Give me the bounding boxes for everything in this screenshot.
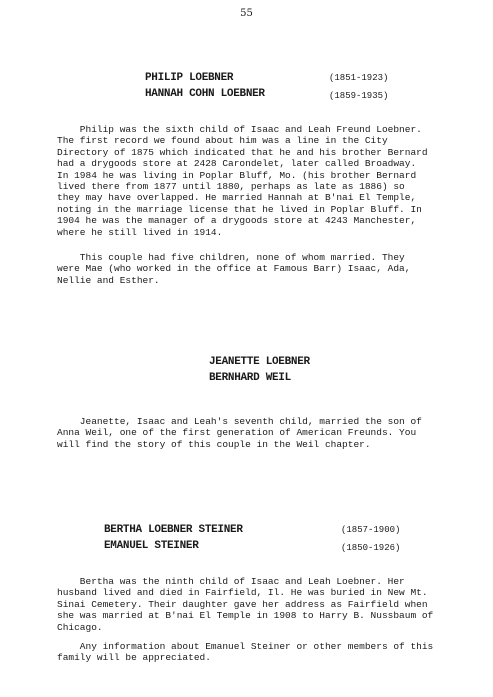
paragraph (57, 252, 410, 286)
text-line: lived there from 1877 until 1880, perhaps as late as 1886) so (57, 181, 405, 193)
text-line: Philip was the sixth child of Isaac and Leah Freund Loebner. (57, 124, 422, 135)
text-line: family will be appreciated. (57, 652, 211, 664)
section-heading-philip (145, 72, 445, 100)
page-number: 55 (240, 8, 253, 19)
text-line: Directory of 1875 which indicated that he and his brother Bernard (57, 146, 428, 158)
text-line: Jeanette, Isaac and Leah's seventh child, married the son of (57, 416, 422, 427)
text-line: will find the story of this couple in the Weil chapter. (57, 438, 371, 450)
text-line: Nellie and Esther. (57, 274, 160, 286)
paragraph (57, 576, 433, 633)
person-name: HANNAH COHN LOEBNER (145, 88, 265, 100)
person-name: BERNHARD WEIL (209, 372, 291, 384)
text-line: husband lived and died in Fairfield, Il. He was buried in New Mt. (57, 587, 428, 599)
text-line: were Mae (who worked in the office at Famous Barr) Isaac, Ada, (57, 263, 411, 275)
paragraph (57, 641, 433, 664)
text-line: Sinai Cemetery. Their daughter gave her address as Fairfield when (57, 598, 428, 610)
text-line: had a drygoods store at 2428 Carondelet, later called Broadway. (57, 158, 417, 170)
text-line: noting in the marriage license that he lived in Poplar Bluff. In (57, 203, 422, 215)
person-name: JEANETTE LOEBNER (209, 356, 310, 368)
person-dates: (1851-1923) (329, 73, 389, 83)
text-line: The first record we found about him was a line in the City (57, 135, 388, 147)
text-line: Anna Weil, one of the first generation of American Freunds. You (57, 427, 417, 439)
text-line: This couple had five children, none of whom married. They (57, 252, 405, 263)
text-line: Any information about Emanuel Steiner or other members of this (57, 641, 434, 652)
text-line: they may have overlapped. He married Hannah at B'nai El Temple, (57, 192, 417, 204)
text-line: where he still lived in 1914. (57, 226, 223, 238)
section-heading-bertha (104, 524, 444, 552)
paragraph (57, 124, 428, 238)
text-line: 1904 he was the manager of a drygoods store at 4243 Manchester, (57, 215, 417, 227)
person-dates: (1850-1926) (341, 543, 401, 553)
person-name: PHILIP LOEBNER (145, 72, 234, 84)
person-dates: (1857-1900) (341, 525, 401, 535)
person-name: BERTHA LOEBNER STEINER (104, 524, 243, 536)
text-line: Bertha was the ninth child of Isaac and Leah Loebner. Her (57, 576, 405, 587)
section-heading-jeanette (209, 356, 409, 384)
paragraph (57, 416, 422, 450)
text-line: In 1984 he was living in Poplar Bluff, Mo. (his brother Bernard (57, 169, 417, 181)
person-name: EMANUEL STEINER (104, 540, 199, 552)
text-line: Chicago. (57, 621, 103, 633)
person-dates: (1859-1935) (329, 91, 389, 101)
text-line: she was married at B'nai El Temple in 1908 to Harry B. Nussbaum of (57, 610, 434, 622)
